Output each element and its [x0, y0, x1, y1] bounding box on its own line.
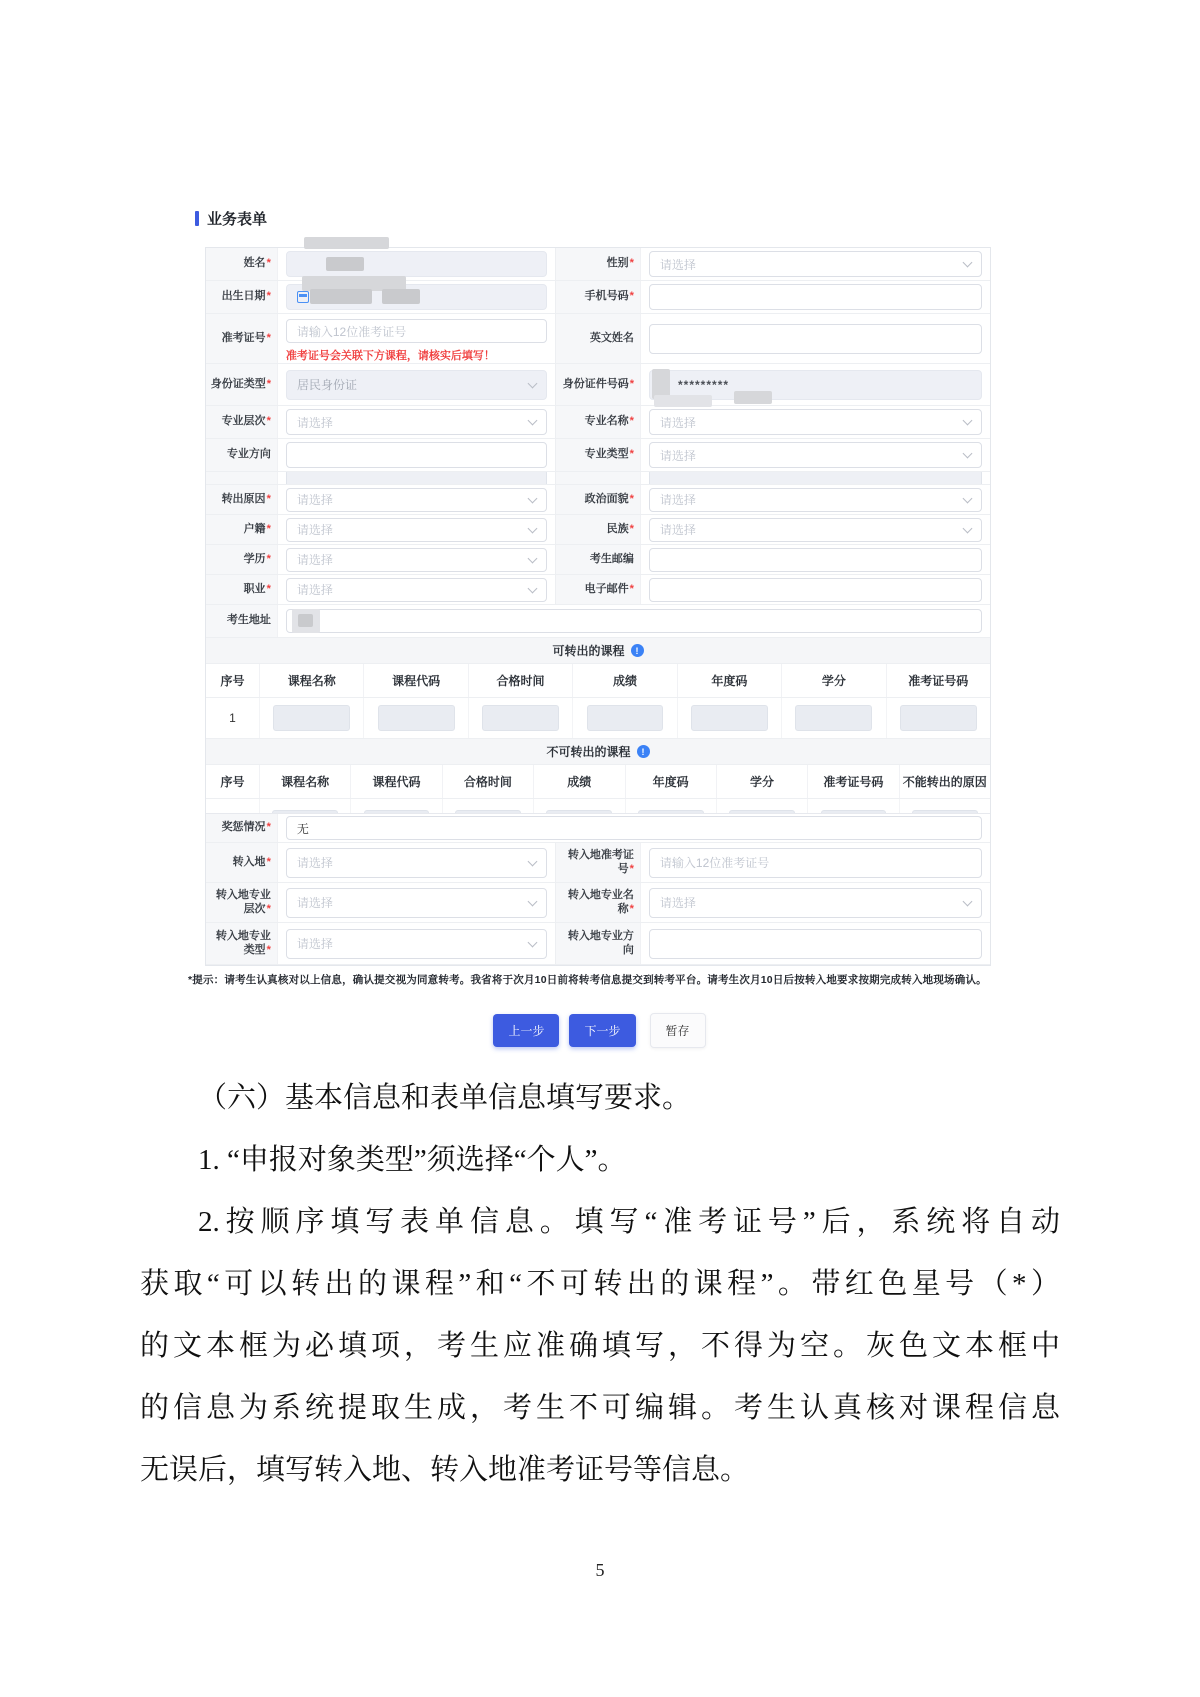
required-mark: * [266, 257, 271, 270]
required-mark: * [629, 522, 634, 535]
ticket-number-input[interactable]: 请输入12位准考证号 [286, 319, 547, 343]
form-row [206, 545, 990, 575]
course-cell-disabled [378, 705, 455, 731]
required-mark: * [266, 821, 271, 834]
save-draft-button[interactable]: 暂存 [650, 1013, 706, 1048]
business-form-table [205, 247, 991, 966]
education-select[interactable]: 请选择 [286, 548, 547, 572]
col-header: 合格时间 [443, 765, 534, 798]
chevron-down-icon [528, 378, 538, 388]
education-label-cell: 学历* [206, 545, 278, 574]
course-cell-disabled [821, 810, 887, 813]
form-row [206, 406, 990, 439]
form-row [206, 485, 990, 515]
col-header: 课程代码 [351, 765, 442, 798]
form-row [206, 843, 990, 883]
major-type-label-cell: 专业类型* [555, 439, 641, 471]
transfer-in-select[interactable]: 请选择 [286, 848, 547, 878]
political-status-label-cell: 政治面貌* [555, 485, 641, 514]
major-direction-label-cell: 专业方向 [206, 439, 278, 471]
col-header: 学分 [782, 664, 886, 697]
in-major-level-label-cell: 转入地专业层次* [206, 883, 278, 922]
required-mark: * [629, 448, 634, 461]
course-cell-disabled [455, 810, 521, 813]
rewards-label-cell: 奖惩情况* [206, 814, 278, 842]
non-transferable-courses-section-bar [206, 739, 990, 765]
course-cell-disabled [587, 705, 664, 731]
doc-text-line: 1. “申报对象类型”须选择“个人”。 [198, 1144, 627, 1176]
form-title: 业务表单 [207, 211, 268, 228]
required-mark: * [629, 415, 634, 428]
required-mark: * [266, 943, 271, 956]
required-mark: * [266, 582, 271, 595]
info-icon[interactable] [637, 745, 650, 758]
form-row [206, 605, 990, 638]
redaction-block [382, 289, 420, 304]
course-cell-disabled [900, 705, 977, 731]
occupation-select[interactable]: 请选择 [286, 578, 547, 602]
household-select[interactable]: 请选择 [286, 518, 547, 542]
required-mark: * [629, 492, 634, 505]
chevron-down-icon [963, 258, 973, 268]
ticket-label-cell: 准考证号* [206, 314, 278, 363]
form-row [206, 439, 990, 472]
zipcode-input[interactable] [649, 548, 982, 572]
chevron-down-icon [963, 493, 973, 503]
form-row [206, 515, 990, 545]
required-mark: * [266, 377, 271, 390]
major-name-label-cell: 专业名称* [555, 406, 641, 438]
required-mark: * [266, 522, 271, 535]
redaction-block [310, 289, 372, 304]
form-row [206, 923, 990, 965]
course-cell-disabled [273, 705, 350, 731]
next-step-button[interactable]: 下一步 [569, 1014, 635, 1047]
address-label-cell: 考生地址 [206, 605, 278, 637]
zipcode-label-cell: 考生邮编 [555, 545, 641, 574]
clipped-course-row [206, 799, 990, 813]
chevron-down-icon [963, 416, 973, 426]
transfer-in-ticket-input[interactable]: 请输入12位准考证号 [649, 848, 982, 878]
doc-text-line: 2.按顺序填写表单信息。填写“准考证号”后，系统将自动 [198, 1206, 1060, 1238]
in-major-direction-label-cell: 转入地专业方向 [555, 923, 641, 964]
transferable-courses-title: 可转出的课程 [552, 644, 625, 658]
chevron-down-icon [528, 856, 538, 866]
row-index: 1 [206, 698, 260, 738]
birth-label-cell: 出生日期* [206, 281, 278, 313]
chevron-down-icon [528, 937, 538, 947]
in-major-direction-input[interactable] [649, 929, 982, 959]
required-mark: * [266, 902, 271, 915]
in-major-type-select[interactable]: 请选择 [286, 929, 547, 959]
col-header: 课程名称 [260, 664, 364, 697]
masked-id-value: ********* [678, 377, 730, 392]
screenshot-seam-row [206, 472, 990, 485]
col-header: 课程代码 [364, 664, 468, 697]
form-row [206, 364, 990, 406]
course-cell-disabled [729, 810, 795, 813]
required-mark: * [266, 552, 271, 565]
in-major-level-select[interactable]: 请选择 [286, 888, 547, 918]
required-mark: * [266, 855, 271, 868]
political-status-select[interactable]: 请选择 [649, 488, 982, 512]
ticket-warning-note: 准考证号会关联下方课程，请核实后填写！ [285, 350, 495, 362]
page-number: 5 [595, 1560, 605, 1580]
section-accent-bar [195, 211, 199, 226]
phone-label-cell: 手机号码* [555, 281, 641, 313]
id-number-label-cell: 身份证件号码* [555, 364, 641, 405]
form-footnote: *提示：请考生认真核对以上信息，确认提交视为同意转考。我省将于次月10日前将转考信息提交到转考平台。请考生次月10日后按转入地要求按期完成转入地现场确认。 [188, 974, 987, 986]
col-header: 学分 [717, 765, 808, 798]
required-mark: * [629, 582, 634, 595]
col-header: 序号 [206, 765, 260, 798]
calendar-icon [297, 291, 309, 303]
required-mark: * [266, 415, 271, 428]
document-body [140, 1067, 1060, 1501]
redaction-block [654, 395, 712, 407]
course-cell-disabled [912, 810, 978, 813]
english-name-input[interactable] [649, 324, 982, 354]
required-mark: * [266, 492, 271, 505]
phone-input[interactable] [649, 284, 982, 310]
doc-heading-line: （六）基本信息和表单信息填写要求。 [198, 1082, 692, 1114]
redaction-block [326, 257, 364, 271]
form-row [206, 883, 990, 923]
english-name-label-cell: 英文姓名 [555, 314, 641, 363]
course-cell-disabled [691, 705, 768, 731]
form-screenshot [186, 196, 1013, 1048]
chevron-down-icon [528, 416, 538, 426]
in-major-name-label-cell: 转入地专业名称* [555, 883, 641, 922]
col-header: 准考证号码 [908, 674, 969, 688]
non-transferable-courses-title: 不可转出的课程 [546, 745, 631, 759]
col-header: 合格时间 [469, 664, 573, 697]
col-header: 年度码 [678, 664, 782, 697]
col-header: 成绩 [534, 765, 625, 798]
rewards-input[interactable]: 无 [286, 816, 982, 840]
col-header: 准考证号码 [808, 765, 899, 798]
required-mark: * [266, 331, 271, 344]
form-row [206, 813, 990, 843]
course-cell-disabled [795, 705, 872, 731]
info-icon[interactable] [631, 644, 644, 657]
email-label-cell: 电子邮件* [555, 575, 641, 604]
required-mark: * [629, 862, 634, 875]
col-header: 序号 [206, 664, 260, 697]
col-header: 成绩 [573, 664, 677, 697]
form-actions [186, 1013, 1013, 1048]
chevron-down-icon [528, 896, 538, 906]
transferable-course-row [206, 698, 990, 739]
form-row [206, 314, 990, 364]
course-cell-disabled [482, 705, 559, 731]
transfer-reason-label-cell: 转出原因* [206, 485, 278, 514]
prev-step-button[interactable]: 上一步 [493, 1014, 559, 1047]
ethnicity-select[interactable]: 请选择 [649, 518, 982, 542]
occupation-label-cell: 职业* [206, 575, 278, 604]
redaction-block [304, 237, 389, 249]
required-mark: * [629, 290, 634, 303]
in-major-name-select[interactable]: 请选择 [649, 888, 982, 918]
gender-select[interactable]: 请选择 [649, 251, 982, 277]
email-input[interactable] [649, 578, 982, 602]
chevron-down-icon [963, 523, 973, 533]
id-type-select-disabled: 居民身份证 [286, 370, 547, 400]
course-cell-disabled [546, 810, 612, 813]
chevron-down-icon [528, 493, 538, 503]
required-mark: * [629, 257, 634, 270]
non-transferable-courses-header [206, 765, 990, 799]
required-mark: * [266, 290, 271, 303]
col-header: 课程名称 [260, 765, 351, 798]
clipped-field-stub [286, 472, 547, 485]
clipped-field-stub [649, 472, 982, 485]
major-type-select[interactable]: 请选择 [649, 442, 982, 468]
transfer-reason-select[interactable]: 请选择 [286, 488, 547, 512]
doc-text-line: 的文本框为必填项，考生应准确填写，不得为空。灰色文本框中 [140, 1330, 1060, 1362]
major-level-select[interactable]: 请选择 [286, 409, 547, 435]
chevron-down-icon [528, 553, 538, 563]
chevron-down-icon [528, 523, 538, 533]
chevron-down-icon [963, 449, 973, 459]
redaction-block [734, 391, 772, 404]
col-header: 不能转出的原因 [902, 775, 987, 789]
household-label-cell: 户籍* [206, 515, 278, 544]
transfer-in-ticket-label-cell: 转入地准考证号* [555, 843, 641, 882]
doc-text-line: 无误后，填写转入地、转入地准考证号等信息。 [140, 1454, 750, 1486]
name-label-cell: 姓名* [206, 248, 278, 280]
doc-text-line: 获取“可以转出的课程”和“不可转出的课程”。带红色星号（*） [140, 1268, 1060, 1300]
ethnicity-label-cell: 民族* [555, 515, 641, 544]
course-cell-disabled [364, 810, 430, 813]
redaction-block [298, 614, 313, 627]
form-row [206, 575, 990, 605]
chevron-down-icon [963, 896, 973, 906]
course-cell-disabled [272, 810, 338, 813]
major-level-label-cell: 专业层次* [206, 406, 278, 438]
col-header: 年度码 [626, 765, 717, 798]
transferable-courses-header [206, 664, 990, 698]
transfer-in-label-cell: 转入地* [206, 843, 278, 882]
doc-text-line: 的信息为系统提取生成，考生不可编辑。考生认真核对课程信息 [140, 1392, 1060, 1424]
major-direction-input[interactable] [286, 442, 547, 468]
required-mark: * [629, 902, 634, 915]
in-major-type-label-cell: 转入地专业类型* [206, 923, 278, 964]
required-mark: * [629, 377, 634, 390]
address-input[interactable] [286, 609, 982, 633]
transferable-courses-section-bar [206, 638, 990, 664]
id-type-label-cell: 身份证类型* [206, 364, 278, 405]
major-name-select[interactable]: 请选择 [649, 409, 982, 435]
course-cell-disabled [638, 810, 704, 813]
gender-label-cell: 性别* [555, 248, 641, 280]
chevron-down-icon [528, 583, 538, 593]
